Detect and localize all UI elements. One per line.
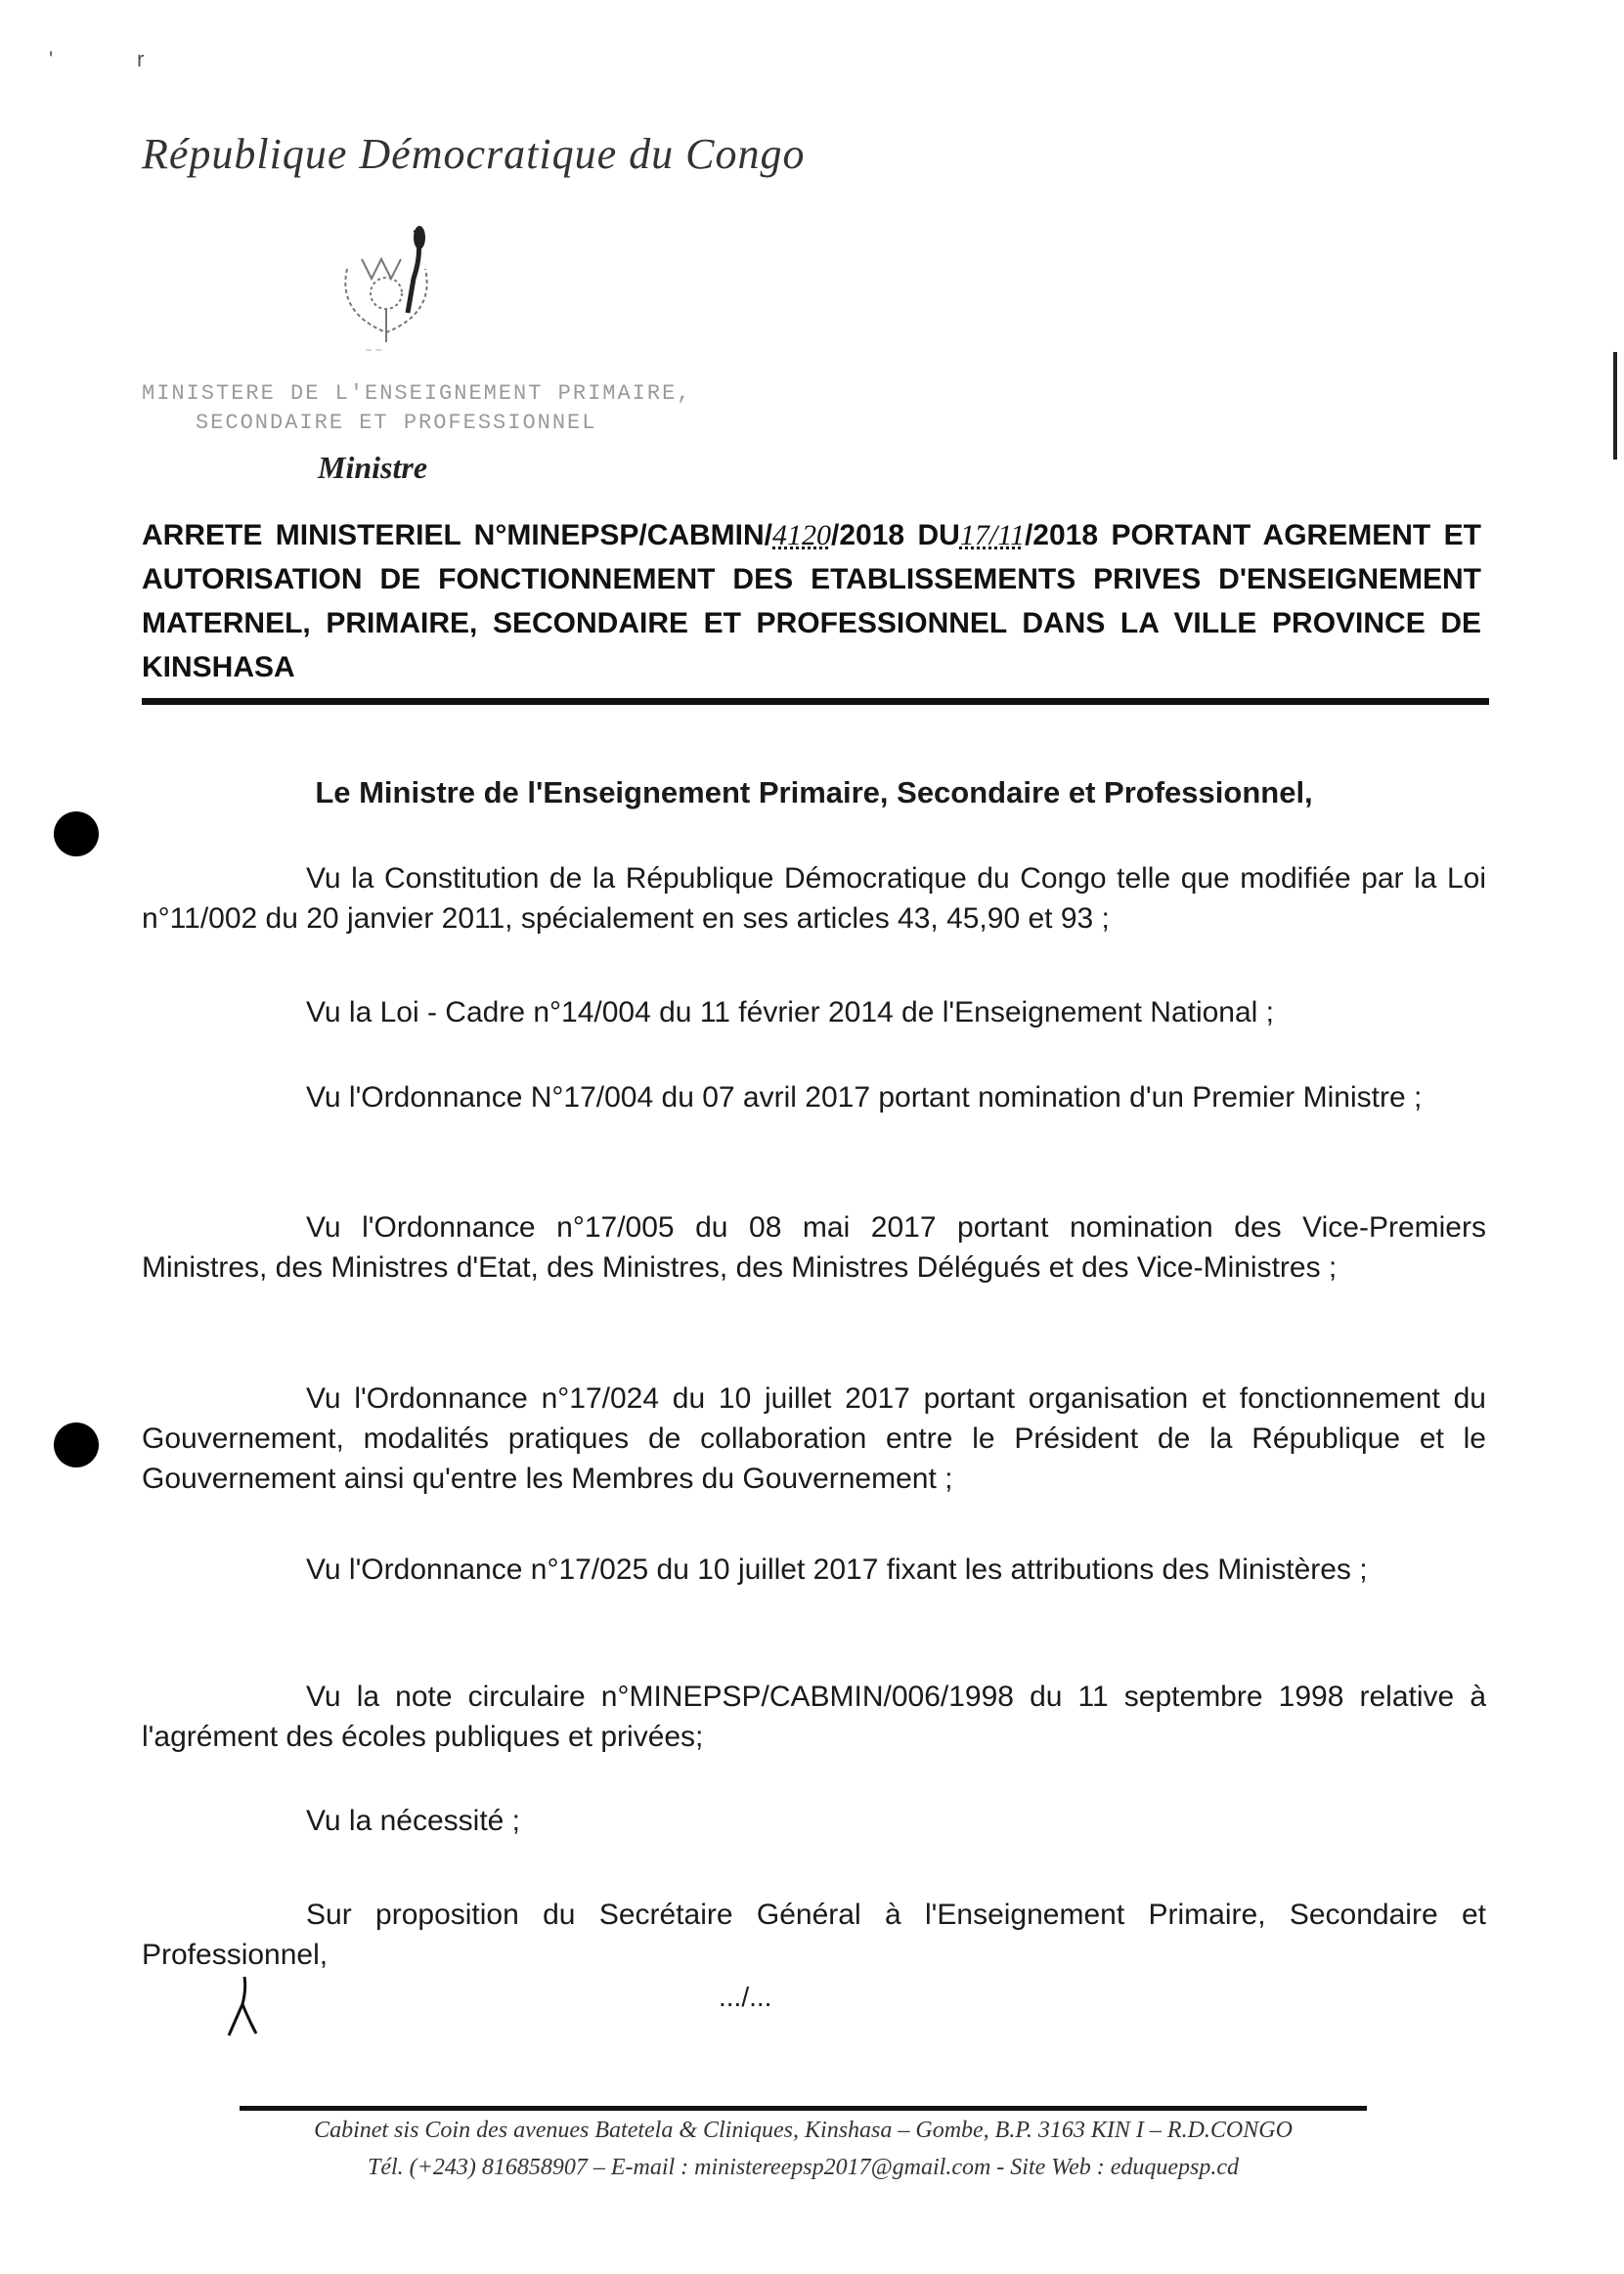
paragraph-text: Vu l'Ordonnance n°17/005 du 08 mai 2017 portant nomination des Vice-Premiers Ministres, des Ministres d'Etat, des Ministres, des Ministres Délégués et des Vice-Ministres ; [142, 1211, 1486, 1284]
paragraph-text: Vu la nécessité ; [306, 1805, 521, 1837]
footer-address: Cabinet sis Coin des avenues Batetela & Cliniques, Kinshasa – Gombe, B.P. 3163 KIN I – R.D.CONGO [314, 2118, 1293, 2143]
svg-text:~ ~: ~ ~ [365, 346, 382, 356]
paragraph [142, 1378, 1486, 1499]
paragraph [142, 992, 1486, 1032]
title-divider [142, 698, 1489, 705]
country-name: République Démocratique du Congo [142, 130, 806, 178]
paragraph-text: Vu l'Ordonnance n°17/024 du 10 juillet 2017 portant organisation et fonctionnement du Gouvernement, modalités pratiques de collaboration entre le Président de la République et le Gouvernement ainsi qu'entre les Membres du Gouvernement ; [142, 1382, 1486, 1495]
handwritten-initials [215, 1975, 274, 2043]
paragraph-text: Vu l'Ordonnance n°17/025 du 10 juillet 2017 fixant les attributions des Ministères ; [306, 1553, 1368, 1586]
decree-number: 4120 [772, 519, 832, 551]
paragraph-text: Vu la note circulaire n°MINEPSP/CABMIN/006/1998 du 11 septembre 1998 relative à l'agrément des écoles publiques et privées; [142, 1681, 1486, 1753]
paragraph-text: Sur proposition du Secrétaire Général à l'Enseignement Primaire, Secondaire et Professionnel, [142, 1899, 1486, 1971]
ministry-stamp-line-2: SECONDAIRE ET PROFESSIONNEL [196, 411, 597, 435]
paragraph [142, 1895, 1486, 1975]
hole-punch [54, 811, 99, 856]
paragraph-text: Vu la Constitution de la République Démocratique du Congo telle que modifiée par la Loi n°11/002 du 20 janvier 2011, spécialement en ses articles 43, 45,90 et 93 ; [142, 862, 1486, 935]
continuation-mark: .../... [719, 1982, 772, 2012]
paragraph [142, 1207, 1486, 1288]
title-part-1: ARRETE MINISTERIEL N°MINEPSP/CABMIN/ [142, 519, 773, 551]
scan-edge-line [1613, 352, 1617, 459]
paragraph-text: Vu l'Ordonnance N°17/004 du 07 avril 2017 portant nomination d'un Premier Ministre ; [306, 1081, 1423, 1114]
decree-title [142, 513, 1481, 689]
scan-mark: r [137, 47, 145, 71]
office-title: Ministre [318, 450, 428, 485]
paragraph [142, 1077, 1486, 1117]
coat-of-arms-icon [318, 220, 455, 357]
paragraph [142, 1550, 1486, 1590]
minister-heading: Le Ministre de l'Enseignement Primaire, Secondaire et Professionnel, [315, 775, 1313, 809]
title-part-2: /2018 DU [831, 519, 960, 551]
ministry-stamp-line-1: MINISTERE DE L'ENSEIGNEMENT PRIMAIRE, [142, 381, 692, 406]
decree-date: 17/11 [959, 519, 1025, 551]
paragraph [142, 1677, 1486, 1757]
hole-punch [54, 1422, 99, 1467]
scan-mark: ' [49, 47, 54, 71]
paragraph [142, 858, 1486, 939]
paragraph-text: Vu la Loi - Cadre n°14/004 du 11 février 2014 de l'Enseignement National ; [306, 996, 1275, 1028]
title-part-3: /2018 PORTANT AGREMENT ET AUTORISATION DE FONCTIONNEMENT DES ETABLISSEMENTS PRIVES D'ENSEIGNEMENT MATERNEL, PRIMAIRE, SECONDAIRE ET PROFESSIONNEL DANS LA VILLE PROVINCE DE KINSHASA [142, 519, 1481, 683]
footer-divider [240, 2106, 1367, 2111]
paragraph [142, 1801, 1486, 1841]
footer-contact: Tél. (+243) 816858907 – E-mail : ministereepsp2017@gmail.com - Site Web : eduquepsp.cd [367, 2155, 1240, 2180]
